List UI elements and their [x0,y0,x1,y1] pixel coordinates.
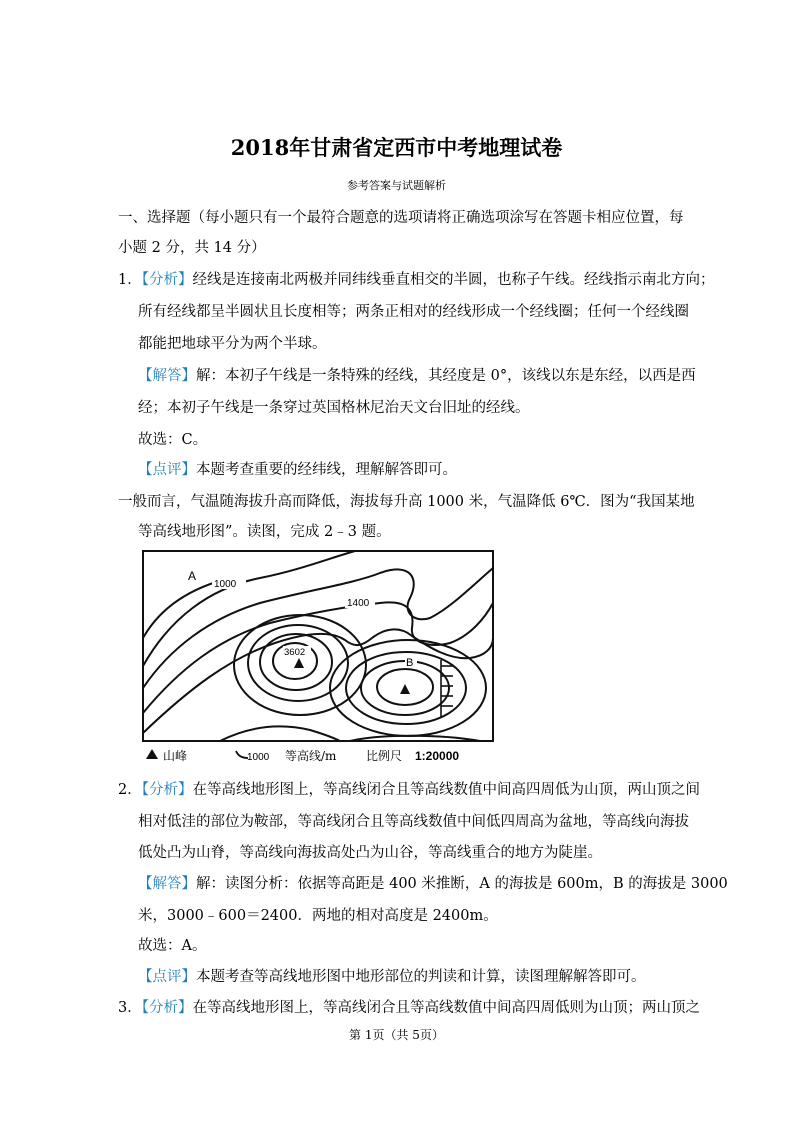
q2-answer-tag: 【解答】 [138,876,196,892]
q1-analysis-line2: 所有经线都呈半圆状且长度相等；两条正相对的经线形成一个经线圈；任何一个经线圈 [138,304,689,320]
page-subtitle: 参考答案与试题解析 [347,179,446,192]
q1-number: 1． [118,272,142,288]
legend-contour-label: 等高线/m [285,749,337,763]
legend-peak-icon [146,749,158,759]
q2-answer-text-1: 解：读图分析：依据等高距是 400 米推断，A 的海拔是 600m，B 的海拔是 3000 [196,876,728,892]
q1-answer-text-1: 解：本初子午线是一条特殊的经线，其经度是 0°，该线以东是东经，以西是西 [196,368,696,384]
section-heading-line1: 一、选择题（每小题只有一个最符合题意的选项请将正确选项涂写在答题卡相应位置，每 [118,210,684,226]
intro-line2: 等高线地形图”。读图，完成 2﹣3 题。 [138,524,391,540]
q1-answer-line2: 经；本初子午线是一条穿过英国格林尼治天文台旧址的经线。 [138,400,530,416]
q2-comment-tag: 【点评】 [138,969,196,985]
q1-answer-line1 [138,364,696,385]
q1-comment-text: 本题考查重要的经纬线，理解解答即可。 [196,462,457,478]
section-heading-line2: 小题 2 分，共 14 分） [118,240,266,256]
q1-answer-tag: 【解答】 [138,368,196,384]
label-contour-1000: 1000 [214,579,237,590]
q2-analysis-tag: 【分析】 [141,782,193,798]
label-contour-1400: 1400 [347,598,370,609]
q2-choice: 故选：A。 [138,938,207,954]
q2-analysis-line3: 低处凸为山脊，等高线向海拔高处凸为山谷，等高线重合的地方为陡崖。 [138,845,602,861]
q2-analysis-line2: 相对低洼的部位为鞍部，等高线闭合且等高线数值中间低四周高为盆地，等高线向海拔 [138,814,689,830]
label-a: A [188,569,197,583]
q2-answer-line2: 米，3000﹣600＝2400．两地的相对高度是 2400m。 [138,908,498,924]
q2-comment-line [138,965,646,986]
q3-analysis-tag: 【分析】 [141,1000,193,1016]
contour-map-figure [140,548,496,768]
q2-comment-text: 本题考查等高线地形图中地形部位的判读和计算，读图理解解答即可。 [196,969,646,985]
q3-analysis-line1 [118,996,700,1017]
contour-map-svg [140,548,496,768]
intro-line1: 一般而言，气温随海拔升高而降低，海拔每升高 1000 米，气温降低 6℃．图为“我国某地 [118,494,695,510]
q1-analysis-line3: 都能把地球平分为两个半球。 [138,336,327,352]
q2-analysis-text-1: 在等高线地形图上，等高线闭合且等高线数值中间高四周低为山顶，两山顶之间 [192,782,700,798]
q1-analysis-line1 [118,268,714,289]
q1-comment-tag: 【点评】 [138,462,196,478]
legend-scale-value: 1:20000 [415,749,460,763]
q1-comment-line [138,458,457,479]
q1-analysis-tag: 【分析】 [141,272,193,288]
label-b: B [406,657,414,669]
page-title: 2018年甘肃省定西市中考地理试卷 [230,135,563,160]
q2-number: 2． [118,782,142,798]
legend-scale-label: 比例尺 [366,749,403,763]
legend-contour-value: 1000 [247,752,270,763]
q1-analysis-text-1: 经线是连接南北两极并同纬线垂直相交的半圆，也称子午线。经线指示南北方向； [192,272,715,288]
page-footer: 第 1页（共 5页） [349,1028,444,1042]
q3-number: 3． [118,1000,142,1016]
label-peak-elevation: 3602 [284,647,306,658]
q3-analysis-text-1: 在等高线地形图上，等高线闭合且等高线数值中间高四周低则为山顶；两山顶之 [192,1000,700,1016]
q2-answer-line1 [138,872,728,893]
legend-peak-label: 山峰 [163,749,188,763]
q1-choice: 故选：C。 [138,432,208,448]
q2-analysis-line1 [118,778,700,799]
